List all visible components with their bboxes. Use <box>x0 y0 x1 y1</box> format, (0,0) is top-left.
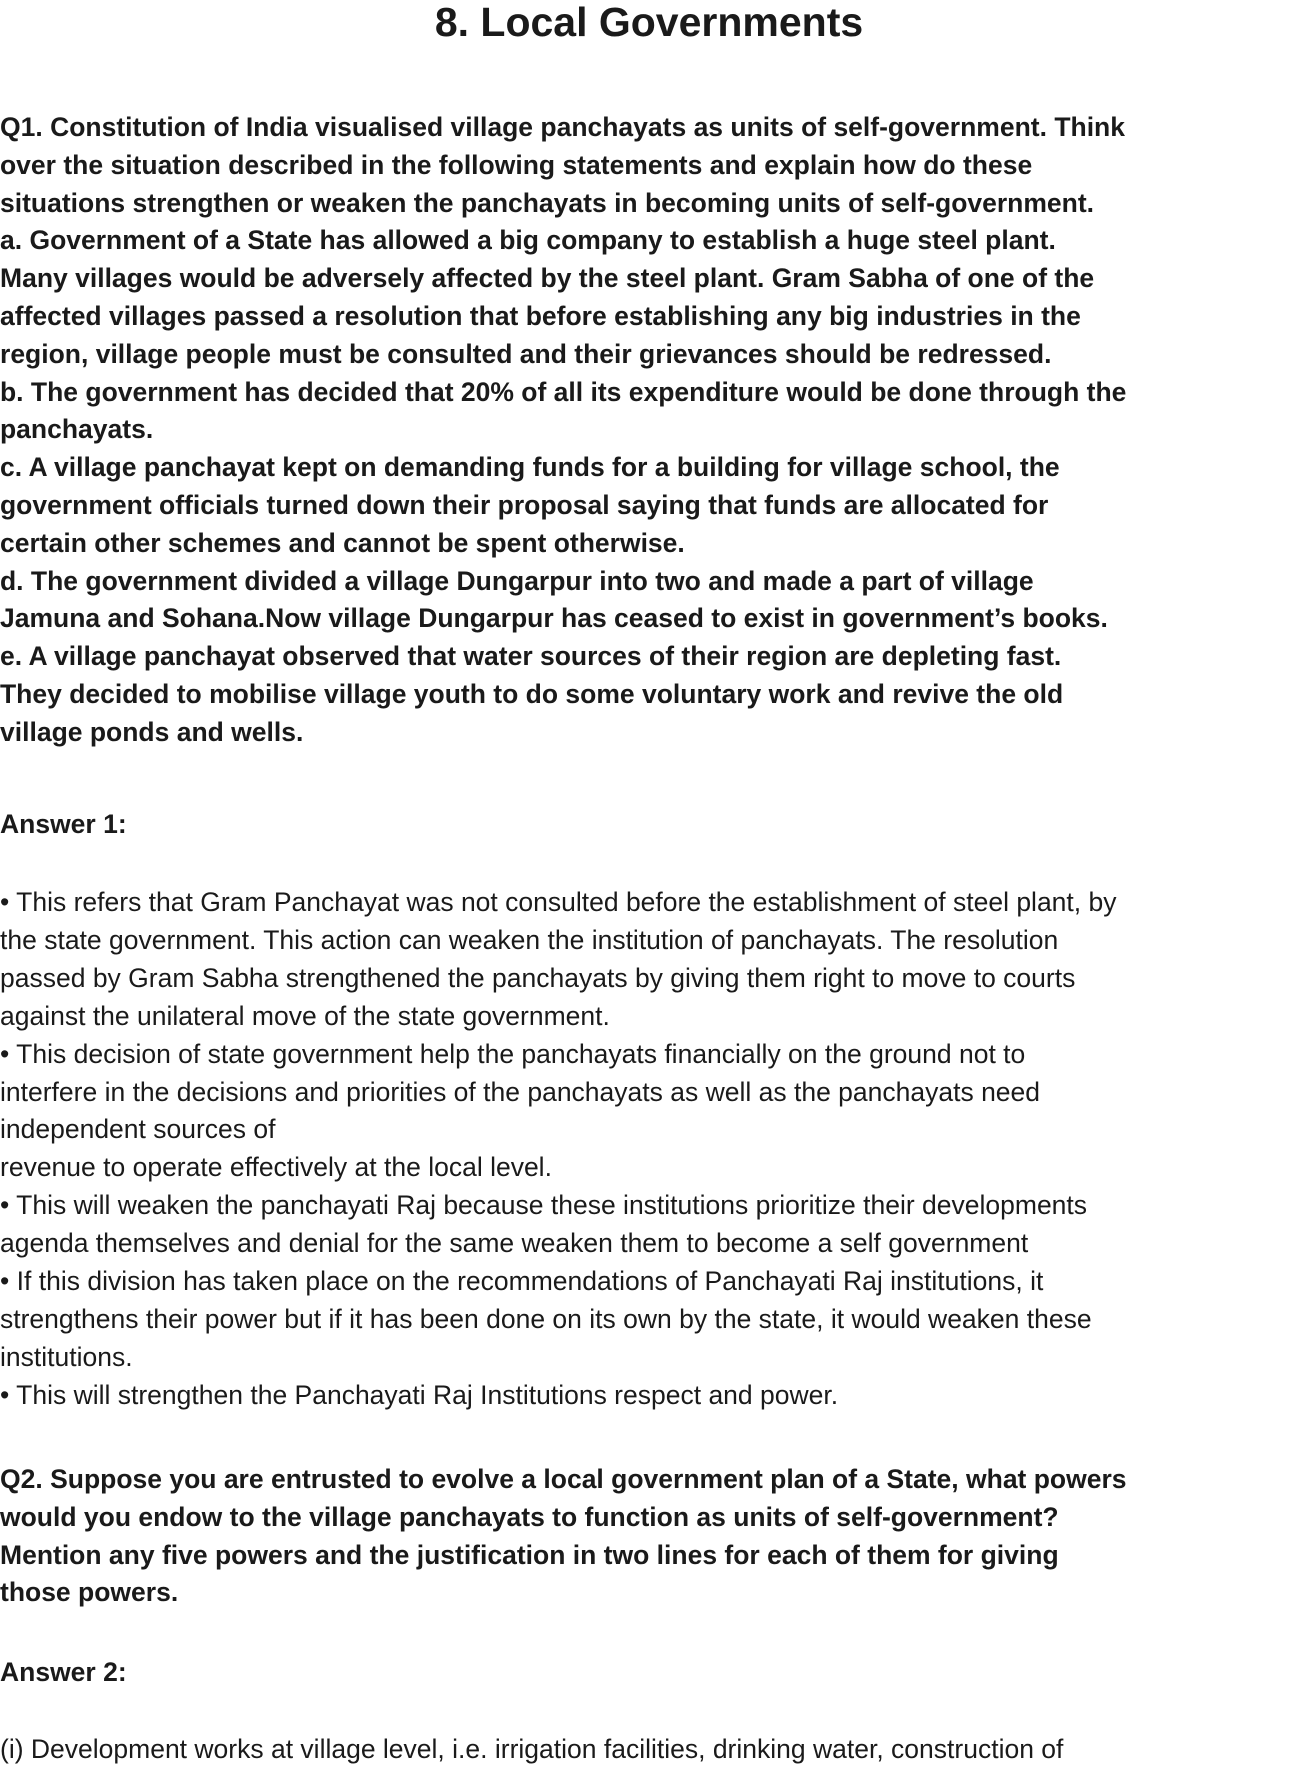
answer-1-line: strengthens their power but if it has been done on its own by the state, it would weaken these <box>0 1303 1092 1334</box>
question-1-line: region, village people must be consulted and their grievances should be redressed. <box>0 338 1052 369</box>
question-1-line: e. A village panchayat observed that water sources of their region are depleting fast. <box>0 641 1062 672</box>
answer-1-line: • This refers that Gram Panchayat was not consulted before the establishment of steel plant, by <box>0 887 1117 917</box>
answer-1-line: • This will strengthen the Panchayati Raj Institutions respect and power. <box>0 1379 839 1410</box>
answer-2 <box>0 1731 1298 1769</box>
question-2-line: would you endow to the village panchayats to function as units of self-government? <box>0 1501 1059 1532</box>
question-1-line: certain other schemes and cannot be spent otherwise. <box>0 527 685 558</box>
answer-1-line: • This decision of state government help the panchayats financially on the ground not to <box>0 1038 1026 1069</box>
question-1-line: a. Government of a State has allowed a big company to establish a huge steel plant. <box>0 225 1056 256</box>
question-2-line: Mention any five powers and the justification in two lines for each of them for giving <box>0 1539 1059 1570</box>
answer-1-line: against the unilateral move of the state government. <box>0 1000 610 1031</box>
question-1-line: panchayats. <box>0 414 154 445</box>
answer-1 <box>0 884 1298 1415</box>
question-2 <box>0 1461 1298 1612</box>
answer-1-line: revenue to operate effectively at the local level. <box>0 1152 552 1183</box>
question-1-line: government officials turned down their proposal saying that funds are allocated for <box>0 489 1049 520</box>
answer-2-heading: Answer 2: <box>0 1657 127 1687</box>
question-1-line: Q1. Constitution of India visualised village panchayats as units of self-government. Think <box>0 112 1125 142</box>
question-1-line: Jamuna and Sohana.Now village Dungarpur has ceased to exist in government’s books. <box>0 603 1108 634</box>
answer-1-line: passed by Gram Sabha strengthened the panchayats by giving them right to move to courts <box>0 962 1076 993</box>
question-1-line: village ponds and wells. <box>0 716 304 747</box>
answer-1-line: the state government. This action can weaken the institution of panchayats. The resolution <box>0 924 1059 955</box>
question-1-line: situations strengthen or weaken the panchayats in becoming units of self-government. <box>0 187 1095 218</box>
answer-2-line: (i) Development works at village level, i.e. irrigation facilities, drinking water, construction of <box>0 1734 1064 1764</box>
answer-1-heading: Answer 1: <box>0 809 127 839</box>
question-1-line: b. The government has decided that 20% of all its expenditure would be done through the <box>0 376 1127 407</box>
question-2-line: Q2. Suppose you are entrusted to evolve a local government plan of a State, what powers <box>0 1464 1127 1494</box>
question-1-line: c. A village panchayat kept on demanding funds for a building for village school, the <box>0 452 1060 483</box>
answer-1-line: • If this division has taken place on the recommendations of Panchayati Raj institutions, it <box>0 1266 1044 1297</box>
answer-1-line: institutions. <box>0 1341 133 1372</box>
answer-1-line: interfere in the decisions and priorities of the panchayats as well as the panchayats need <box>0 1076 1041 1107</box>
answer-1-line: independent sources of <box>0 1114 276 1145</box>
question-2-line: those powers. <box>0 1577 179 1608</box>
question-1-line: Many villages would be adversely affected by the steel plant. Gram Sabha of one of the <box>0 263 1095 294</box>
question-1-line: affected villages passed a resolution that before establishing any big industries in the <box>0 300 1081 331</box>
question-1 <box>0 109 1298 752</box>
question-1-line: over the situation described in the following statements and explain how do these <box>0 149 1033 180</box>
question-1-line: d. The government divided a village Dungarpur into two and made a part of village <box>0 565 1034 596</box>
answer-1-line: • This will weaken the panchayati Raj because these institutions prioritize their developments <box>0 1190 1088 1221</box>
answer-1-line: agenda themselves and denial for the same weaken them to become a self government <box>0 1228 1029 1259</box>
question-1-line: They decided to mobilise village youth to do some voluntary work and revive the old <box>0 678 1064 709</box>
page-title: 8. Local Governments <box>434 0 864 45</box>
